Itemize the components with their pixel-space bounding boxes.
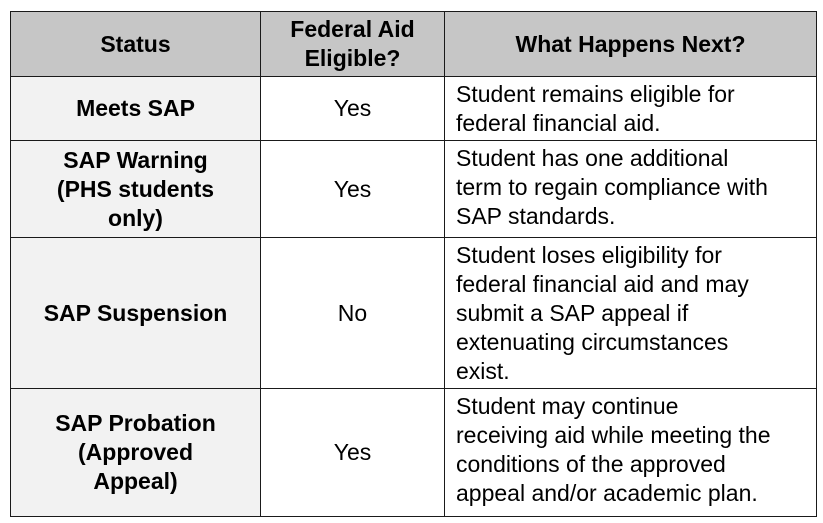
status-line: (Approved [78,439,193,465]
status-cell [11,389,261,517]
next-line: exist. [456,358,510,384]
status-cell [11,141,261,238]
status-line: (PHS students [56,175,215,202]
table-body [11,77,817,517]
next-line: appeal and/or academic plan. [456,480,758,506]
sap-status-table [10,11,817,517]
next-line: term to regain compliance with [456,174,768,200]
next-line: Student has one additional [456,145,729,171]
table-row-sap-warning [11,141,817,238]
next-line: Student loses eligibility for [456,242,722,268]
next-steps-cell [445,77,817,141]
table-row-sap-suspension [11,238,817,389]
eligible-cell: No [261,238,445,389]
next-line: receiving aid while meeting the [456,422,771,448]
next-line: extenuating circumstances [456,329,729,355]
next-steps-cell [445,141,817,238]
table-header [11,12,817,77]
status-cell [11,238,261,389]
status-line: only) [108,204,163,231]
next-line: SAP standards. [456,203,616,229]
status-line: Appeal) [93,468,178,494]
eligible-cell: Yes [261,141,445,238]
next-line: federal financial aid. [456,110,661,136]
next-line: Student may continue [456,393,679,419]
header-line: Eligible? [304,45,401,71]
status-line: SAP Warning [63,146,208,173]
federal-aid-eligible-column-header [261,12,445,77]
status-column-header: Status [11,12,261,77]
status-line: SAP Probation [55,410,216,436]
next-line: federal financial aid and may [456,271,749,297]
next-line: conditions of the approved [456,451,726,477]
next-line: Student remains eligible for [456,81,735,107]
table-row-meets-sap [11,77,817,141]
what-happens-next-column-header: What Happens Next? [445,12,817,77]
eligible-cell: Yes [261,77,445,141]
header-row [11,12,817,77]
status-line: SAP Suspension [43,299,228,326]
eligible-cell: Yes [261,389,445,517]
status-cell [11,77,261,141]
header-line: Federal Aid [290,16,415,42]
status-line: Meets SAP [76,95,195,121]
next-steps-cell [445,389,817,517]
next-steps-cell [445,238,817,389]
table-row-sap-probation [11,389,817,517]
next-line: submit a SAP appeal if [456,300,689,326]
